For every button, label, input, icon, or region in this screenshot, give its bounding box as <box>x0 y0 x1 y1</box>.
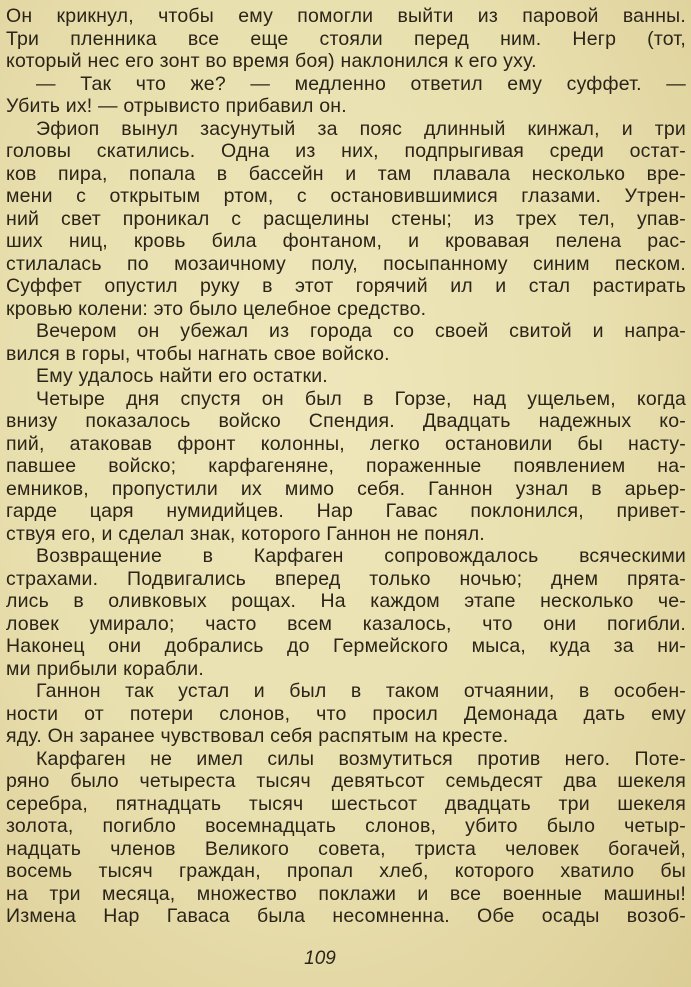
text-line: восемь тысяч граждан, пропал хлеб, которого хватило бы <box>6 860 686 882</box>
text-line: внизу показалось войско Спендия. Двадцать надежных ко- <box>6 410 686 432</box>
text-line: надцать членов Великого совета, триста человек богачей, <box>6 837 686 860</box>
paragraph <box>6 545 686 680</box>
paragraph <box>6 388 686 546</box>
text-line: ряно было четыреста тысяч девятьсот семьдесят два шекеля <box>6 770 686 792</box>
text-line: Он крикнул, чтобы ему помогли выйти из паровой ванны. <box>6 5 686 27</box>
text-line: на три месяца, множество поклажи и все военные машины! <box>6 882 686 905</box>
text-line: ности от потери слонов, что просил Демонада дать ему <box>6 702 686 725</box>
paragraph <box>6 748 686 928</box>
text-line: Возвращение в Карфаген сопровождалось всяческими <box>36 545 686 567</box>
paragraph <box>6 118 686 321</box>
text-line: ков пира, попала в бассейн и там плавала несколько вре- <box>6 162 686 185</box>
text-line: — Так что же? — медленно ответил ему суффет. — <box>36 72 686 95</box>
paragraph <box>6 680 686 748</box>
text-line: пий, атаковав фронт колонны, легко остановили бы насту- <box>6 432 686 455</box>
paragraph <box>6 73 686 118</box>
page-number: 109 <box>304 948 336 969</box>
text-line: Измена Нар Гаваса была несомненна. Обе осады возоб- <box>6 905 686 927</box>
text-line: Ганнон так устал и был в таком отчаянии, в особен- <box>36 680 686 702</box>
text-line: головы скатились. Одна из них, подпрыгивая среди остат- <box>6 140 686 162</box>
text-line: Три пленника все еще стояли перед ним. Негр (тот, <box>6 27 686 50</box>
text-line: который нес его зонт во время боя) наклонился к его уху. <box>6 50 537 72</box>
text-line: стилалась по мозаичному полу, посыпанному синим песком. <box>6 252 686 275</box>
text-line: ловек умирало; часто всем казалось, что они погибли. <box>6 612 686 635</box>
paragraph <box>6 320 686 365</box>
paragraph <box>6 5 686 73</box>
text-line: емников, пропустили их мимо себя. Ганнон узнал в арьер- <box>6 477 686 500</box>
text-line: золота, погибло восемнадцать слонов, убито было четыр- <box>6 815 686 837</box>
text-line: ми прибыли корабли. <box>6 657 204 680</box>
text-line: мени с открытым ртом, с остановившимися глазами. Утрен- <box>6 185 686 207</box>
text-line: серебра, пятнадцать тысяч шестьсот двадцать три шекеля <box>6 792 686 815</box>
text-line: ний свет проникал с расщелины стены; из трех тел, упав- <box>6 207 686 230</box>
text-line: ствуя его, и сделал знак, которого Ганнон не понял. <box>6 522 485 545</box>
text-line: страхами. Подвигались вперед только ночью; днем прята- <box>6 567 686 590</box>
text-line: кровью колени: это было целебное средство. <box>6 297 427 320</box>
page-body-text <box>6 5 686 928</box>
text-line: Эфиоп вынул засунутый за пояс длинный кинжал, и три <box>36 117 686 140</box>
paragraph <box>6 365 686 388</box>
text-line: гарде царя нумидийцев. Нар Гавас поклонился, привет- <box>6 500 686 522</box>
text-line: яду. Он заранее чувствовал себя распятым на кресте. <box>6 725 509 747</box>
text-line: Убить их! — отрывисто прибавил он. <box>6 95 347 117</box>
text-line: Суффет опустил руку в этот горячий ил и стал растирать <box>6 275 686 297</box>
text-line: лись в оливковых рощах. На каждом этапе несколько че- <box>6 590 686 612</box>
text-line: Ему удалось найти его остатки. <box>36 365 328 387</box>
text-line: Наконец они добрались до Гермейского мыса, куда за ни- <box>6 635 686 657</box>
text-line: ших ниц, кровь била фонтаном, и кровавая пелена рас- <box>6 230 686 252</box>
text-line: Карфаген не имел силы возмутиться против него. Поте- <box>36 747 686 770</box>
text-line: Вечером он убежал из города со своей свитой и напра- <box>36 320 686 342</box>
text-line: павшее войско; карфагеняне, пораженные появлением на- <box>6 455 686 477</box>
text-line: вился в горы, чтобы нагнать свое войско. <box>6 342 390 365</box>
text-line: Четыре дня спустя он был в Горзе, над ущельем, когда <box>36 387 686 410</box>
